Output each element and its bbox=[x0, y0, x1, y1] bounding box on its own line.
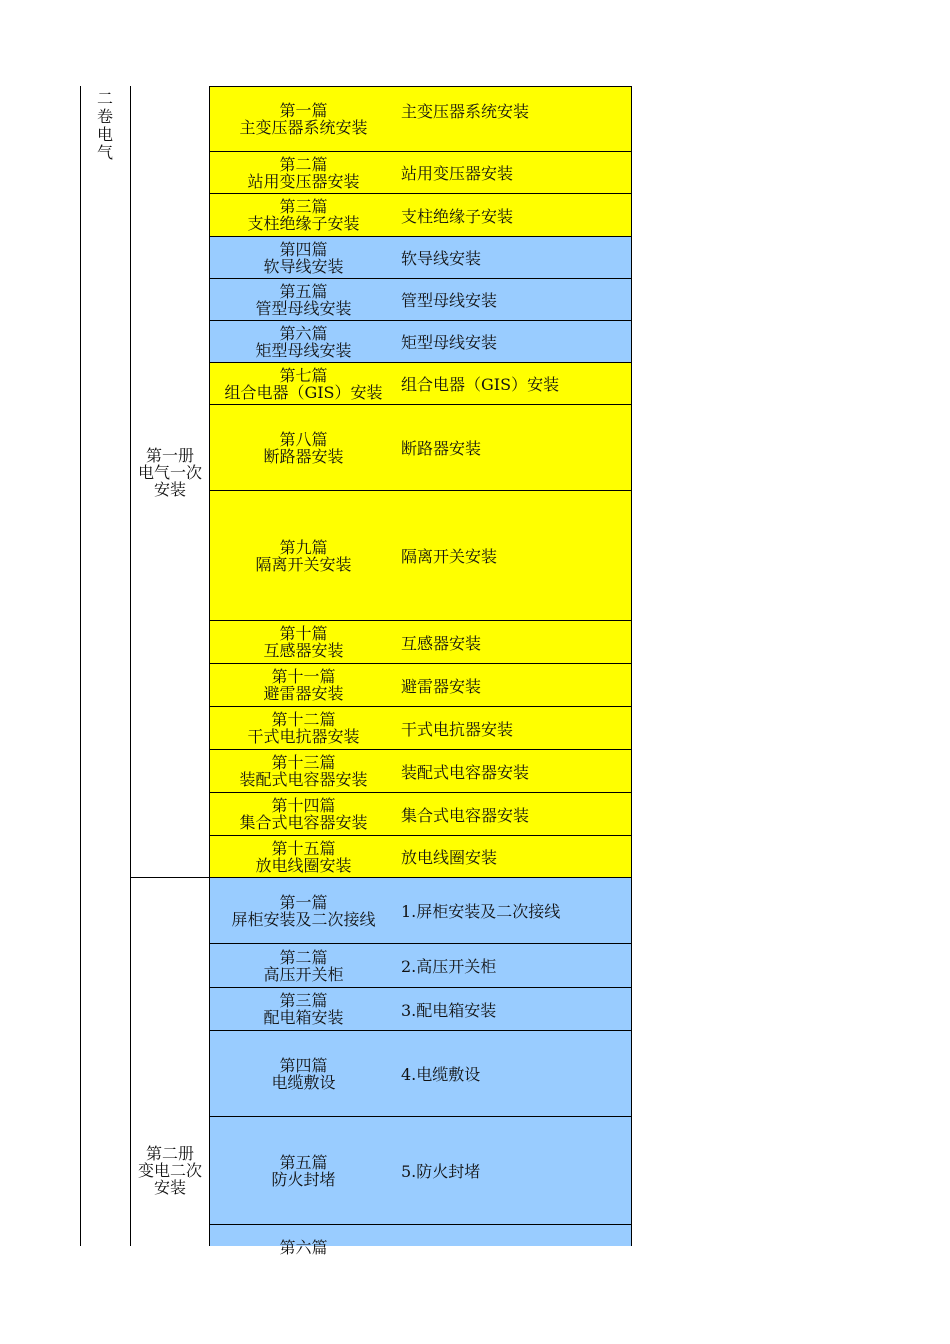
chapter-content-cell bbox=[397, 404, 632, 490]
chapter-content-cell bbox=[397, 792, 632, 835]
chapter-content-text: 干式电抗器安装 bbox=[401, 719, 514, 739]
chapter-content-text: 断路器安装 bbox=[401, 439, 482, 458]
chapter-content-cell bbox=[397, 1030, 632, 1116]
chapter-title-cell bbox=[210, 749, 398, 792]
volume-char: 卷 bbox=[96, 107, 113, 126]
chapter-name: 隔离开关安装 bbox=[255, 554, 352, 574]
chapter-title-cell bbox=[210, 236, 398, 278]
chapter-content-cell bbox=[397, 362, 632, 404]
chapter-name: 断路器安装 bbox=[263, 446, 344, 466]
chapter-number: 第五篇 bbox=[279, 1152, 328, 1172]
chapter-content-cell bbox=[397, 987, 632, 1030]
chapter-name: 屏柜安装及二次接线 bbox=[231, 909, 376, 929]
chapter-content-cell bbox=[397, 86, 632, 151]
chapter-content-cell bbox=[397, 278, 632, 320]
chapter-content-text: 3.配电箱安装 bbox=[401, 1000, 497, 1020]
chapter-title-cell bbox=[210, 320, 398, 362]
chapter-name: 组合电器（GIS）安装 bbox=[224, 382, 383, 402]
chapter-title-cell bbox=[210, 1224, 398, 1257]
chapter-content-text: 避雷器安装 bbox=[401, 676, 482, 696]
chapter-number: 第十一篇 bbox=[271, 667, 336, 686]
chapter-number: 第一篇 bbox=[279, 892, 328, 912]
chapter-number: 第六篇 bbox=[279, 323, 328, 343]
chapter-number: 第六篇 bbox=[279, 1238, 328, 1257]
chapter-number: 第四篇 bbox=[279, 1055, 328, 1075]
volume-char: 气 bbox=[96, 143, 113, 162]
chapter-name: 站用变压器安装 bbox=[247, 171, 360, 191]
chapter-name: 防火封堵 bbox=[271, 1169, 336, 1189]
chapter-content-text: 主变压器系统安装 bbox=[401, 102, 530, 121]
chapter-title-cell bbox=[210, 987, 398, 1030]
chapter-content-cell bbox=[397, 663, 632, 706]
chapter-content-text: 集合式电容器安装 bbox=[401, 805, 530, 825]
chapter-content-cell bbox=[397, 1116, 632, 1224]
chapter-content-cell bbox=[397, 193, 632, 236]
chapter-name: 电缆敷设 bbox=[271, 1072, 336, 1092]
chapter-content-text: 矩型母线安装 bbox=[401, 333, 498, 352]
chapter-number: 第七篇 bbox=[279, 365, 328, 385]
chapter-content-text: 装配式电容器安装 bbox=[401, 762, 530, 782]
chapter-number: 第五篇 bbox=[279, 281, 328, 301]
book-label-line: 安装 bbox=[153, 480, 186, 499]
chapter-content-cell bbox=[397, 749, 632, 792]
chapter-name: 互感器安装 bbox=[263, 641, 344, 660]
chapter-name: 放电线圈安装 bbox=[255, 855, 352, 875]
chapter-number: 第三篇 bbox=[279, 197, 328, 216]
chapter-content-text: 放电线圈安装 bbox=[401, 848, 498, 867]
chapter-name: 集合式电容器安装 bbox=[239, 813, 368, 832]
chapter-content-text: 隔离开关安装 bbox=[401, 547, 498, 566]
chapter-content-text: 2.高压开关柜 bbox=[401, 957, 497, 976]
chapter-content-cell bbox=[397, 620, 632, 663]
chapter-number: 第十三篇 bbox=[271, 753, 336, 772]
chapter-number: 第十二篇 bbox=[271, 710, 336, 729]
chapter-content-cell bbox=[397, 490, 632, 620]
chapter-title-cell bbox=[210, 792, 398, 835]
chapter-number: 第八篇 bbox=[279, 429, 328, 449]
chapter-title-cell bbox=[210, 362, 398, 404]
chapter-title-cell bbox=[210, 151, 398, 193]
chapter-title-cell bbox=[210, 943, 398, 987]
chapter-number: 第一篇 bbox=[279, 101, 328, 120]
chapter-title-cell bbox=[210, 1116, 398, 1224]
chapter-content-text: 4.电缆敷设 bbox=[401, 1065, 481, 1084]
chapter-number: 第十五篇 bbox=[271, 838, 336, 858]
chapter-number: 第十篇 bbox=[279, 624, 328, 643]
volume-divider-line bbox=[130, 86, 131, 1246]
chapter-name: 主变压器系统安装 bbox=[239, 118, 368, 137]
chapter-name: 支柱绝缘子安装 bbox=[247, 214, 360, 233]
chapter-name: 高压开关柜 bbox=[263, 964, 344, 984]
chapter-content-cell bbox=[397, 151, 632, 193]
chapter-number: 第二篇 bbox=[279, 154, 328, 174]
chapter-title-cell bbox=[210, 193, 398, 236]
chapter-title-cell bbox=[210, 877, 398, 943]
volume-char: 电 bbox=[96, 125, 113, 144]
chapter-title-cell bbox=[210, 278, 398, 320]
chapter-name: 装配式电容器安装 bbox=[239, 770, 368, 789]
chapter-content-text: 互感器安装 bbox=[401, 633, 482, 653]
chapter-content-text: 软导线安装 bbox=[401, 249, 482, 268]
chapter-title-cell bbox=[210, 706, 398, 749]
chapter-title-cell bbox=[210, 835, 398, 877]
chapter-name: 避雷器安装 bbox=[263, 684, 344, 703]
book-label-line: 第二册 bbox=[145, 1144, 194, 1163]
book-label-line: 变电二次 bbox=[137, 1161, 202, 1180]
volume-label bbox=[96, 90, 114, 162]
chapter-title-cell bbox=[210, 490, 398, 620]
chapter-number: 第四篇 bbox=[279, 239, 328, 259]
chapter-title-cell bbox=[210, 86, 398, 151]
chapter-content-cell bbox=[397, 320, 632, 362]
book-label-line: 安装 bbox=[153, 1178, 186, 1197]
chapter-number: 第九篇 bbox=[279, 537, 328, 557]
chapter-content-cell bbox=[397, 1224, 632, 1246]
chapter-content-cell bbox=[397, 835, 632, 877]
book-separator-line bbox=[130, 877, 210, 878]
chapter-title-cell bbox=[210, 663, 398, 706]
chapter-number: 第二篇 bbox=[279, 947, 328, 967]
chapter-content-text: 组合电器（GIS）安装 bbox=[401, 375, 560, 394]
book-label-line: 电气一次 bbox=[137, 463, 202, 482]
book-label-2 bbox=[131, 1145, 209, 1196]
chapter-number: 第十四篇 bbox=[271, 796, 336, 815]
book-label-line: 第一册 bbox=[145, 446, 194, 465]
chapter-content-cell bbox=[397, 706, 632, 749]
chapter-content-cell bbox=[397, 236, 632, 278]
chapter-content-text: 管型母线安装 bbox=[401, 291, 498, 310]
chapter-content-text: 站用变压器安装 bbox=[401, 164, 514, 183]
chapter-content-text: 支柱绝缘子安装 bbox=[401, 206, 514, 226]
chapter-name: 矩型母线安装 bbox=[255, 340, 352, 360]
chapter-name: 干式电抗器安装 bbox=[247, 727, 360, 746]
chapter-number: 第三篇 bbox=[279, 991, 328, 1010]
chapter-name: 配电箱安装 bbox=[263, 1008, 344, 1027]
chapter-content-cell bbox=[397, 877, 632, 943]
volume-char: 二 bbox=[96, 89, 113, 108]
chapter-content-text: 5.防火封堵 bbox=[401, 1162, 481, 1181]
book-label-1 bbox=[131, 447, 209, 498]
chapter-title-cell bbox=[210, 1030, 398, 1116]
chapter-name: 管型母线安装 bbox=[255, 298, 352, 318]
chapter-content-text: 1.屏柜安装及二次接线 bbox=[401, 902, 561, 921]
chapter-title-cell bbox=[210, 404, 398, 490]
chapter-content-cell bbox=[397, 943, 632, 987]
chapter-title-cell bbox=[210, 620, 398, 663]
left-border-line bbox=[80, 86, 81, 1246]
chapter-name: 软导线安装 bbox=[263, 256, 344, 276]
